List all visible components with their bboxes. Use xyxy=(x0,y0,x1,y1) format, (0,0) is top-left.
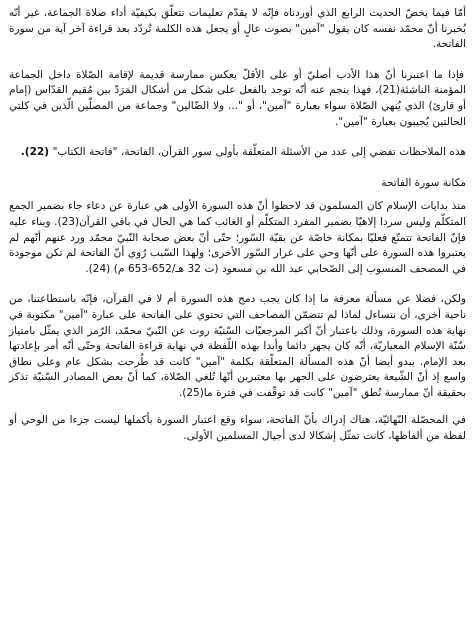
text-line: أمّا فيما يخصّ الحديث الرابع الذي أوردناه فإنّه لا يقدّم تعليمات تتعلّق بكيفيّة أداء صلاة الجماعة، xyxy=(39,7,466,19)
paragraph-fatiha-status xyxy=(9,199,466,277)
text-line: هذه السورة، وذلك باعتبار أنّ أكبر المرجعيّات السّنيّة روت عن النّبيّ محمّد، الرّمز الذي يمثّل xyxy=(35,324,443,337)
text-line: ولكن، فضلا عن مسألة معرفة ما إذا كان يجب دمج هذه السورة أم لا في القرآن، فإنّه باستطاعتنا، من ناحية أخرى، أن xyxy=(9,293,467,321)
text-line: القدّاس (إمام أو قارئ) الذي يُنهي الصّلاة سواء بعبارة "آمين"، أو "... ولا الضّالين" وجماعة من xyxy=(9,84,466,112)
text-line: أنّه أمر بإعادتها بعد الإمام. يبدو أيضا أنّ هذه المسألة المتعلّقة بكلمة "آمين" كانت قد طُرحت بشكل xyxy=(9,340,466,368)
text-line: ولهذا السّبب رُوي أنّ الفاتحة لم تكن موجودة في المصحف المنسوب إلى الصّحابي عبد الله بن xyxy=(9,247,466,275)
footnote-reference: (22). xyxy=(20,146,50,159)
paragraph-questions xyxy=(9,145,466,161)
paragraph-early-practice xyxy=(9,68,466,130)
paragraph-gap xyxy=(9,130,466,145)
text-line: بعض المصادر السّنيّة تذكر بحقيقة أنّ ممارسة نُطق "آمين" كانت قد توقّفت في فترة ما(25). xyxy=(9,371,466,399)
text-line: بضمير الجمع المتكلّم وليس سردا إلاهيّا بضمير المفرد المتكلّم أو الغائب كما هي الحال في باقي xyxy=(9,200,466,228)
text-line: بامتياز سُنّة الإسلام المعياريّة، أنّه كان يجهر دائما وأبدا بهذه اللّفظة في نهاية قراءة الفاتحة وحتّى xyxy=(9,324,466,353)
paragraph-conclusion xyxy=(9,413,466,444)
paragraph-gap xyxy=(9,401,466,413)
text-line: الوحي أو لفظة من ألفاظها، كانت تمثّل إشكالا لدى أجيال المسلمين الأولى. xyxy=(9,414,466,443)
paragraph-gap xyxy=(9,53,466,68)
text-line: مسعود (ت 32 هـ/652-653 م) (24). xyxy=(85,262,253,275)
text-line: صحابة النّبيّ محمّد ورد عنهم أنّهم لم يعتبروا هذه السورة على أنّها وحي على غرار السّور الأخرى؛ xyxy=(9,231,466,260)
text-line: منذ بدايات الإسلام كان المسلمون قد لاحظوا أنّ هذه السورة الأولى هي عبارة عن دعاء جاء xyxy=(64,200,466,213)
text-line: المؤمنة الناشئة(21)، فهذا ينجم عنه أنّه توجد بالفعل على شكل من أشكال المَرَدّ بين مُقيم xyxy=(67,84,466,97)
text-line: المصلّين الّذين في كلتي الحالتين يُجيبون بعبارة "آمين". xyxy=(9,99,466,128)
text-line: نتساءل لماذا لم تتضمّن المصاحف التي تحتوي على الفاتحة على عبارة "آمين" مكتوبة في نهاية xyxy=(9,308,466,337)
section-heading: مكانة سورة الفاتحة xyxy=(381,176,466,189)
paragraph-amin-question xyxy=(9,292,466,401)
text-line: فإذا ما اعتبرنا أنّ هذا الأدب أصليّ أو على الأقلّ يعكس ممارسة قديمة لإقامة الصّلاة داخل الجماعة xyxy=(9,68,465,81)
paragraph-gap xyxy=(9,277,466,292)
paragraph-hadith-four xyxy=(9,6,466,53)
text-line: غير أنّه يُخبرنا أنّ محمّد نفسه كان يقول "آمين" بصوت عالٍ أو يجعل هذه الكلمة تُردّد بعد قراءة xyxy=(9,7,466,35)
text-line: في المحصّلة النّهائيّة، هناك إدراك بأنّ الفاتحة، سواء وقع اعتبار السورة بأكملها ليست جزءا من xyxy=(47,414,466,427)
text-line: آخر آية من سورة الفاتحة. xyxy=(9,22,466,51)
text-line: هذه الملاحظات تفضي إلى عدد من الأسئلة المتعلّقة بأولى سور القرآن، الفاتحة، "فاتحة الكتاب" xyxy=(49,146,466,159)
paragraph-gap xyxy=(9,191,466,199)
text-line: عام وعلى نطاق واسع إذ أنّ الشّيعة يعترضون على الجهر بها معتبرين أنّها تُلغي الصّلاة، كما أنّ xyxy=(9,355,466,384)
text-line: القرآن(23). وبناء عليه فإنّ الفاتحة تتمتّع فعليّا بمكانة خاصّة عن بقيّة السّور؛ حتّى أنّ بعض xyxy=(9,215,466,244)
paragraph-gap xyxy=(9,161,466,176)
